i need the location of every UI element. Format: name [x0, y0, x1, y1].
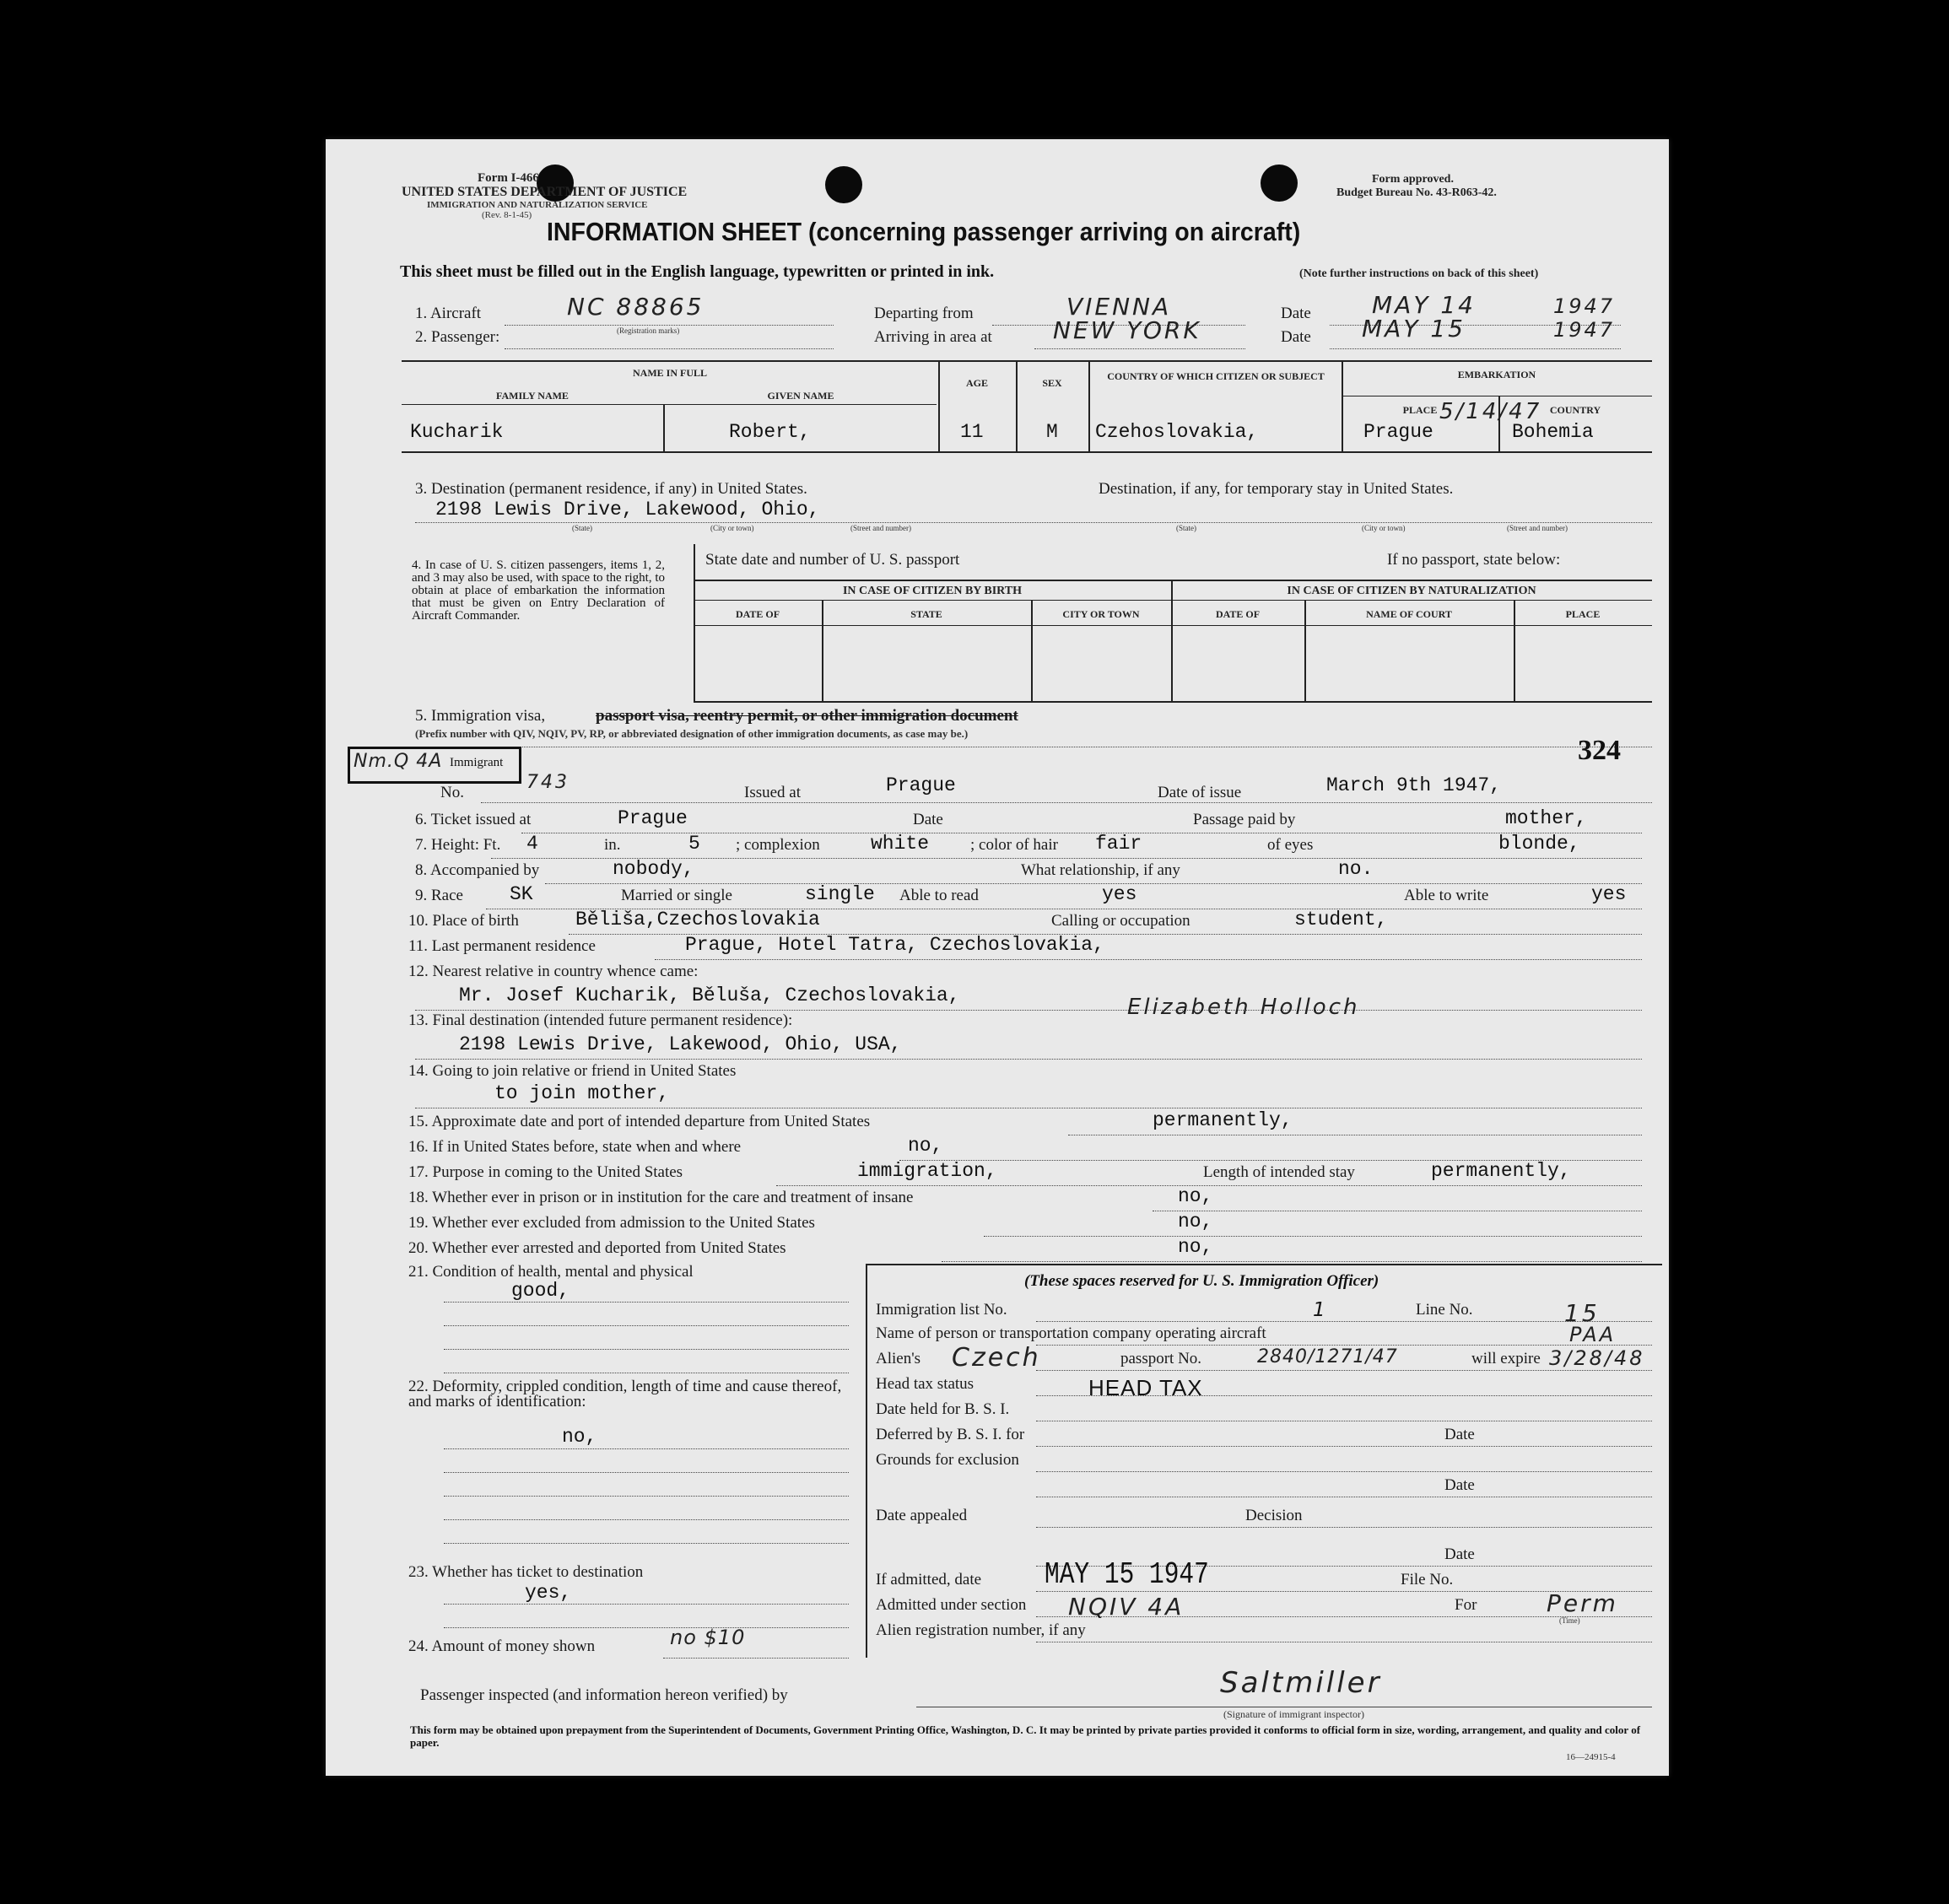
printing-notice: This form may be obtained upon prepayment from the Superintendent of Documents, Government Printing Office, Washington, D. C. It may be printed by private parties provided it conforms to official form in size, wording, arrangement, and quality and color of paper. — [410, 1723, 1641, 1749]
item-21-value: good, — [511, 1280, 570, 1302]
officer-for-l: For — [1455, 1596, 1477, 1614]
passport-table — [694, 544, 1652, 703]
item-v8b: no. — [1338, 858, 1374, 880]
date-of-issue-label: Date of issue — [1158, 784, 1242, 801]
country-header: COUNTRY — [1549, 404, 1601, 416]
officer-line-no-l: Line No. — [1416, 1301, 1473, 1319]
arriving-label: Arriving in area at — [874, 328, 992, 346]
state-caption: (State) — [572, 524, 592, 532]
back-note: (Note further instructions on back of this sheet) — [1299, 267, 1539, 280]
fill-line — [545, 883, 1642, 884]
given-name-header: GIVEN NAME — [767, 390, 834, 402]
fill-line — [415, 1010, 1642, 1011]
destination-label: 3. Destination (permanent residence, if any) in United States. — [415, 480, 807, 498]
item-l17: 17. Purpose in coming to the United States — [408, 1163, 683, 1181]
item-l11: 11. Last permanent residence — [408, 937, 596, 955]
item-v9: SK — [510, 883, 533, 905]
citizenship-value: Czehoslovakia, — [1095, 421, 1259, 443]
officer-date-l: Date — [1444, 1476, 1475, 1494]
departure-date-value: MAY 14 — [1372, 291, 1476, 319]
officer-box — [866, 1264, 1662, 1658]
family-name-header: FAMILY NAME — [496, 390, 569, 402]
officer-fill-line — [1036, 1471, 1652, 1472]
item-l15: 15. Approximate date and port of intended departure from United States — [408, 1113, 871, 1130]
item-v7b: 5 — [688, 833, 700, 855]
item-l9b: Married or single — [621, 887, 732, 904]
city-header: CITY OR TOWN — [1062, 608, 1140, 620]
item-l6: 6. Ticket issued at — [415, 811, 532, 828]
age-header: AGE — [965, 377, 988, 389]
item-l7c: ; complexion — [736, 836, 820, 854]
passport-no-value: 2840/1271/47 — [1257, 1346, 1398, 1367]
item-24-value: no $10 — [670, 1626, 746, 1649]
city-caption: (City or town) — [710, 524, 754, 532]
budget-bureau: Budget Bureau No. 43-R063-42. — [1336, 186, 1497, 199]
item-l12: 12. Nearest relative in country whence came: — [408, 963, 699, 980]
item-v18: no, — [1178, 1185, 1213, 1207]
serial-number: 324 — [1578, 735, 1621, 766]
officer-section-l: Admitted under section — [876, 1596, 1027, 1614]
item-l7e: of eyes — [1267, 836, 1314, 854]
issued-at-value: Prague — [886, 774, 956, 796]
officer-passport-l: passport No. — [1120, 1350, 1202, 1367]
punch-hole — [1261, 165, 1298, 202]
departing-value: VIENNA — [1066, 293, 1172, 321]
officer-fill-line — [1036, 1446, 1652, 1447]
item-l14: 14. Going to join relative or friend in United States — [408, 1062, 737, 1080]
age-value: 11 — [960, 421, 984, 443]
item-l9: 9. Race — [415, 887, 463, 904]
embarkation-country-value: Bohemia — [1512, 421, 1594, 443]
arrival-year-value: 1947 — [1553, 318, 1616, 342]
registration-caption: (Registration marks) — [617, 326, 680, 335]
alien-nationality-value: Czech — [952, 1343, 1041, 1373]
item-v7d: fair — [1095, 833, 1142, 855]
no-passport-label: If no passport, state below: — [1387, 551, 1561, 569]
operator-value: PAA — [1569, 1323, 1617, 1346]
officer-fill-line — [1036, 1321, 1652, 1322]
item-l9c: Able to read — [899, 887, 979, 904]
passenger-label: 2. Passenger: — [415, 328, 500, 346]
officer-operator-l: Name of person or transportation company operating aircraft — [876, 1324, 1266, 1342]
item-24-label: 24. Amount of money shown — [408, 1637, 596, 1655]
departing-label: Departing from — [874, 305, 974, 322]
item-v9c: yes — [1102, 883, 1137, 905]
service: IMMIGRATION AND NATURALIZATION SERVICE — [427, 200, 648, 210]
department: UNITED STATES DEPARTMENT OF JUSTICE — [402, 185, 688, 199]
destination-value: 2198 Lewis Drive, Lakewood, Ohio, — [435, 499, 820, 520]
name-of-court-header: NAME OF COURT — [1366, 608, 1452, 620]
item-l16: 16. If in United States before, state when and where — [408, 1138, 742, 1156]
form-number: Form I-466 — [478, 171, 539, 185]
form-approved: Form approved. — [1372, 173, 1454, 186]
item-22-value: no, — [562, 1426, 597, 1448]
line-no-value: 15 — [1564, 1299, 1600, 1327]
officer-headtax-l: Head tax status — [876, 1375, 974, 1393]
form-sheet — [326, 139, 1669, 1776]
item-l6b: Date — [913, 811, 943, 828]
family-name-value: Kucharik — [410, 421, 504, 443]
item-v9b: single — [805, 883, 875, 905]
item-4-instructions: 4. In case of U. S. citizen passengers, items 1, 2, and 3 may also be used, with space to the right, to obtain at place of embarkation the information that must be given on Entry Declaration of Aircraft Commander. — [412, 558, 665, 623]
fill-line — [415, 1059, 1642, 1060]
item-v13: 2198 Lewis Drive, Lakewood, Ohio, USA, — [459, 1033, 902, 1055]
officer-date-l: Date — [1444, 1545, 1475, 1563]
sex-header: SEX — [1042, 377, 1062, 389]
officer-list-no-l: Immigration list No. — [876, 1301, 1007, 1319]
visa-label: 5. Immigration visa, — [415, 707, 546, 725]
officer-fill-line — [1036, 1370, 1652, 1371]
name-table — [402, 360, 1652, 453]
fill-line — [984, 1236, 1642, 1237]
name-in-full-header: NAME IN FULL — [632, 367, 707, 379]
street-caption: (Street and number) — [850, 524, 911, 532]
item-l19: 19. Whether ever excluded from admission to the United States — [408, 1214, 815, 1232]
admission-date-stamp: MAY 15 1947 — [1045, 1557, 1209, 1592]
officer-grounds-l: Grounds for exclusion — [876, 1451, 1019, 1469]
given-name-value: Robert, — [729, 421, 811, 443]
arrival-date-label: Date — [1281, 328, 1311, 346]
officer-appealed-l: Date appealed — [876, 1507, 968, 1524]
arrival-date-value: MAY 15 — [1362, 315, 1466, 343]
citizenship-header: COUNTRY OF WHICH CITIZEN OR SUBJECT — [1107, 370, 1325, 382]
visa-stamp-label: Immigrant — [450, 756, 504, 769]
item-v17b: permanently, — [1431, 1160, 1571, 1182]
item-v12: Mr. Josef Kucharik, Běluša, Czechoslovakia, — [459, 984, 960, 1006]
officer-alien-reg-l: Alien registration number, if any — [876, 1621, 1086, 1639]
signature-caption: (Signature of immigrant inspector) — [1223, 1708, 1364, 1720]
visa-prefix-note: (Prefix number with QIV, NQIV, PV, RP, or abbreviated designation of other immigration documents, as case may be.) — [415, 727, 969, 740]
item-21-label: 21. Condition of health, mental and physical — [408, 1263, 694, 1281]
departure-date-label: Date — [1281, 305, 1311, 322]
inspected-by-label: Passenger inspected (and information hereon verified) by — [420, 1686, 788, 1704]
citizen-birth-header: IN CASE OF CITIZEN BY BIRTH — [842, 585, 1023, 597]
item-23-value: yes, — [525, 1582, 572, 1604]
item-l8b: What relationship, if any — [1021, 861, 1180, 879]
embarkation-header: EMBARKATION — [1457, 369, 1536, 380]
passport-date-label: State date and number of U. S. passport — [705, 551, 960, 569]
item-v17: immigration, — [857, 1160, 997, 1182]
item-v20: no, — [1178, 1236, 1213, 1258]
issued-at-label: Issued at — [744, 784, 802, 801]
visa-no-value: 743 — [526, 772, 570, 793]
item-v14: to join mother, — [494, 1082, 670, 1104]
item-v8: nobody, — [613, 858, 694, 880]
language-instruction: This sheet must be filled out in the English language, typewritten or printed in ink. — [400, 262, 995, 281]
state-header: STATE — [910, 608, 942, 620]
officer-admitted-l: If admitted, date — [876, 1571, 982, 1588]
arriving-value: NEW YORK — [1053, 316, 1201, 344]
officer-expire-l: will expire — [1471, 1350, 1541, 1367]
item-l7d: ; color of hair — [970, 836, 1058, 854]
item-l20: 20. Whether ever arrested and deported from United States — [408, 1239, 786, 1257]
item-v10: Běliša,Czechoslovakia — [575, 909, 820, 930]
revision: (Rev. 8-1-45) — [482, 210, 532, 220]
date-of-header: DATE OF — [735, 608, 780, 620]
item-l8: 8. Accompanied by — [415, 861, 540, 879]
item-v19: no, — [1178, 1211, 1213, 1232]
form-title: INFORMATION SHEET (concerning passenger arriving on aircraft) — [547, 217, 1301, 246]
item-l7b: in. — [604, 836, 621, 854]
item-l10: 10. Place of birth — [408, 912, 519, 930]
punch-hole — [825, 166, 862, 203]
item-v16: no, — [908, 1135, 943, 1157]
officer-fill-line — [1036, 1527, 1652, 1528]
fill-line — [942, 1261, 1642, 1262]
inspector-signature: Saltmiller — [1220, 1666, 1382, 1700]
item-v7c: white — [871, 833, 930, 855]
citizen-naturalization-header: IN CASE OF CITIZEN BY NATURALIZATION — [1287, 585, 1536, 597]
section-value: NQIV 4A — [1068, 1593, 1185, 1621]
street-caption-2: (Street and number) — [1507, 524, 1568, 532]
sex-value: M — [1046, 421, 1058, 443]
visa-no-label: No. — [440, 784, 464, 801]
item-l17b: Length of intended stay — [1203, 1163, 1355, 1181]
item-l13: 13. Final destination (intended future permanent residence): — [408, 1011, 793, 1029]
officer-fill-line — [1036, 1345, 1652, 1346]
date-of-issue-value: March 9th 1947, — [1326, 774, 1502, 796]
departure-year-value: 1947 — [1553, 294, 1616, 318]
place-header-2: PLACE — [1565, 608, 1601, 620]
item-v11: Prague, Hotel Tatra, Czechoslovakia, — [685, 934, 1104, 956]
aircraft-label: 1. Aircraft — [415, 305, 482, 322]
visa-stamp-code: Nm.Q 4A — [354, 751, 443, 772]
item-l9d: Able to write — [1404, 887, 1489, 904]
temporary-destination-label: Destination, if any, for temporary stay in United States. — [1099, 480, 1454, 498]
item-l10b: Calling or occupation — [1051, 912, 1190, 930]
aircraft-value: NC 88865 — [567, 293, 705, 321]
officer-file-l: File No. — [1401, 1571, 1454, 1588]
officer-bsi-l: Date held for B. S. I. — [876, 1400, 1010, 1418]
head-tax-stamp: HEAD TAX — [1088, 1375, 1203, 1400]
form-code: 16—24915-4 — [1566, 1752, 1616, 1762]
item-l18: 18. Whether ever in prison or in institution for the care and treatment of insane — [408, 1189, 914, 1206]
immigration-list-no-value: 1 — [1313, 1299, 1325, 1321]
item-l7: 7. Height: Ft. — [415, 836, 501, 854]
item-h13: Elizabeth Holloch — [1127, 995, 1360, 1020]
officer-aliens-l: Alien's — [876, 1350, 921, 1367]
item-v6: Prague — [618, 807, 688, 829]
officer-date-l: Date — [1444, 1426, 1475, 1443]
embarkation-place-value: Prague — [1363, 421, 1433, 443]
time-caption: (Time) — [1559, 1616, 1580, 1625]
item-v15: permanently, — [1153, 1109, 1293, 1131]
officer-deferred-l: Deferred by B. S. I. for — [876, 1426, 1025, 1443]
for-value: Perm — [1547, 1589, 1618, 1617]
state-caption-2: (State) — [1176, 524, 1196, 532]
visa-struck-text: passport visa, reentry permit, or other immigration document — [596, 707, 1018, 725]
officer-reserved-caption: (These spaces reserved for U. S. Immigration Officer) — [1024, 1272, 1379, 1290]
item-v7a: 4 — [526, 833, 538, 855]
expire-value: 3/28/48 — [1549, 1346, 1645, 1370]
item-23-label: 23. Whether has ticket to destination — [408, 1563, 644, 1581]
item-v10b: student, — [1294, 909, 1388, 930]
item-22-label: 22. Deformity, crippled condition, length of time and cause thereof, and marks of identification: — [408, 1378, 842, 1410]
item-v7e: blonde, — [1498, 833, 1580, 855]
visa-stamp — [348, 747, 521, 784]
fill-line — [655, 959, 1642, 960]
item-l6c: Passage paid by — [1193, 811, 1296, 828]
embarkation-date-handwritten: 5/14/47 — [1439, 399, 1542, 424]
officer-decision-l: Decision — [1245, 1507, 1303, 1524]
item-v6c: mother, — [1505, 807, 1587, 829]
date-of-header-2: DATE OF — [1215, 608, 1261, 620]
city-caption-2: (City or town) — [1362, 524, 1406, 532]
place-header: PLACE — [1402, 404, 1438, 416]
item-v9d: yes — [1591, 883, 1627, 905]
